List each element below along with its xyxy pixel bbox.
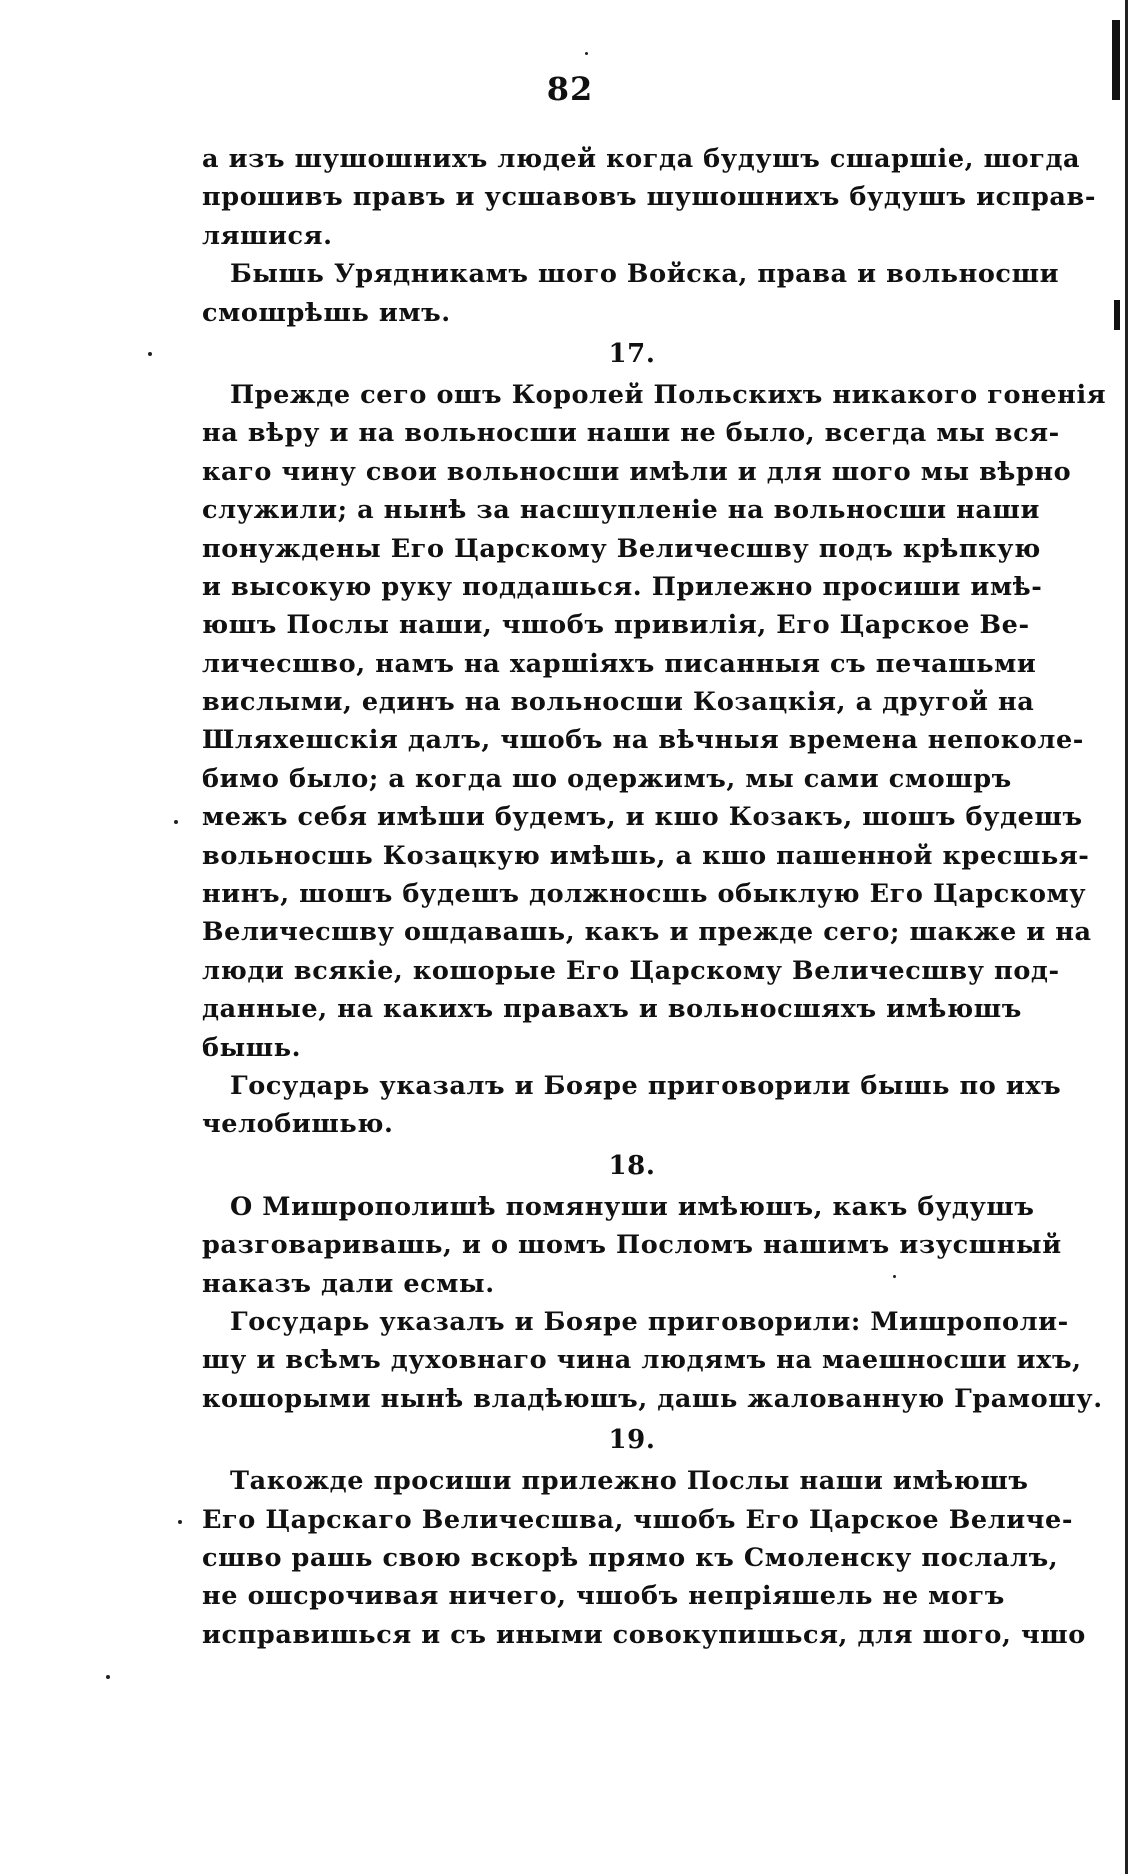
- text-line: ляшися.: [202, 220, 333, 251]
- text-line: Такожде просиши прилежно Послы наши имѣюшъ: [230, 1466, 1029, 1497]
- text-line: бышь.: [202, 1032, 302, 1063]
- text-line: Государь указалъ и Бояре приговорили бышь по ихъ: [230, 1070, 1062, 1101]
- scan-speck: [106, 1675, 110, 1679]
- text-line: а изъ шушошнихъ людей когда будушъ сшаршіе, шогда: [202, 144, 1081, 174]
- text-line: понуждены Его Царскому Величесшву подъ крѣпкую: [202, 533, 1041, 564]
- opening-paragraphs: [202, 140, 1097, 332]
- page-number: 82: [546, 70, 594, 108]
- text-line: разговаривашь, и о шомъ Посломъ нашимъ изусшный: [202, 1230, 1062, 1261]
- scan-edge-mark: [1114, 300, 1120, 330]
- section-19: [202, 1420, 1086, 1654]
- text-line: вислыми, единъ на вольносши Козацкія, а другой на: [202, 687, 1035, 718]
- scan-speck: [148, 352, 152, 356]
- text-line: сшво рашь свою вскорѣ прямо къ Смоленску послалъ,: [202, 1542, 1059, 1573]
- text-line: исправишься и съ иными совокупишься, для шого, чшо: [202, 1619, 1086, 1650]
- scan-speck: [585, 52, 588, 55]
- text-line: Прежде сего ошъ Королей Польскихъ никакого гоненія: [230, 379, 1107, 410]
- text-line: шу и всѣмъ духовнаго чина людямъ на маешносши ихъ,: [202, 1345, 1082, 1376]
- text-line: Бышь Урядникамъ шого Войска, права и вольносши: [230, 259, 1060, 290]
- text-line: Величесшву ошдавашь, какъ и прежде сего; шакже и на: [202, 917, 1092, 948]
- section-17: [202, 334, 1107, 1144]
- text-line: люди всякіе, кошорые Его Царскому Величесшву под-: [202, 955, 1060, 986]
- text-line: на вѣру и на вольносши наши не было, всегда мы вся-: [202, 418, 1060, 449]
- section-number: 19.: [608, 1425, 656, 1456]
- text-line: кошорыми нынѣ владѣюшъ, дашь жалованную Грамошу.: [202, 1383, 1103, 1414]
- text-line: данные, на какихъ правахъ и вольносшяхъ имѣюшъ: [202, 994, 1022, 1025]
- text-line: и высокую руку поддашься. Прилежно просиши имѣ-: [202, 571, 1043, 602]
- text-line: личесшво, намъ на харшіяхъ писанныя съ печашьми: [202, 648, 1037, 679]
- text-line: О Мишрополишѣ помянуши имѣюшъ, какъ будушъ: [230, 1191, 1035, 1222]
- text-line: юшъ Послы наши, чшобъ привилія, Его Царское Ве-: [202, 610, 1030, 641]
- text-line: Шляхешскія далъ, чшобъ на вѣчныя времена непоколе-: [202, 725, 1084, 756]
- text-line: межъ себя имѣши будемъ, и кшо Козакъ, шошъ будешъ: [202, 802, 1083, 833]
- text-line: наказъ дали есмы.: [202, 1268, 495, 1299]
- text-line: вольносшь Козацкую имѣшь, а кшо пашенной кресшья-: [202, 840, 1090, 871]
- text-line: нинъ, шошъ будешъ должносшь обыклую Его Царскому: [202, 879, 1087, 910]
- text-line: служили; а нынѣ за насшупленіе на вольносши наши: [202, 495, 1040, 526]
- section-number: 17.: [608, 338, 656, 369]
- text-line: каго чину свои вольносши имѣли и для шого мы вѣрно: [202, 456, 1072, 487]
- text-line: смошрѣшь имъ.: [202, 297, 451, 328]
- text-line: Государь указалъ и Бояре приговорили: Мишрополи-: [230, 1306, 1069, 1337]
- text-line: бимо было; а когда шо одержимъ, мы сами смошръ: [202, 763, 1012, 794]
- text-line: Его Царскаго Величесшва, чшобъ Его Царское Величе-: [202, 1504, 1074, 1535]
- scan-speck: [174, 820, 178, 824]
- scan-speck: [178, 1520, 182, 1524]
- text-line: не ошсрочивая ничего, чшобъ непріяшель не могъ: [202, 1581, 1005, 1612]
- body-text: [202, 140, 1107, 1654]
- scan-edge-mark: [1112, 20, 1120, 100]
- text-line: прошивъ правъ и усшавовъ шушошнихъ будушъ исправ-: [202, 182, 1097, 213]
- scan-speck: [893, 1275, 896, 1278]
- text-line: челобишью.: [202, 1109, 394, 1140]
- section-number: 18.: [608, 1150, 656, 1181]
- scan-edge-line: [1125, 0, 1128, 1874]
- section-18: [202, 1146, 1103, 1418]
